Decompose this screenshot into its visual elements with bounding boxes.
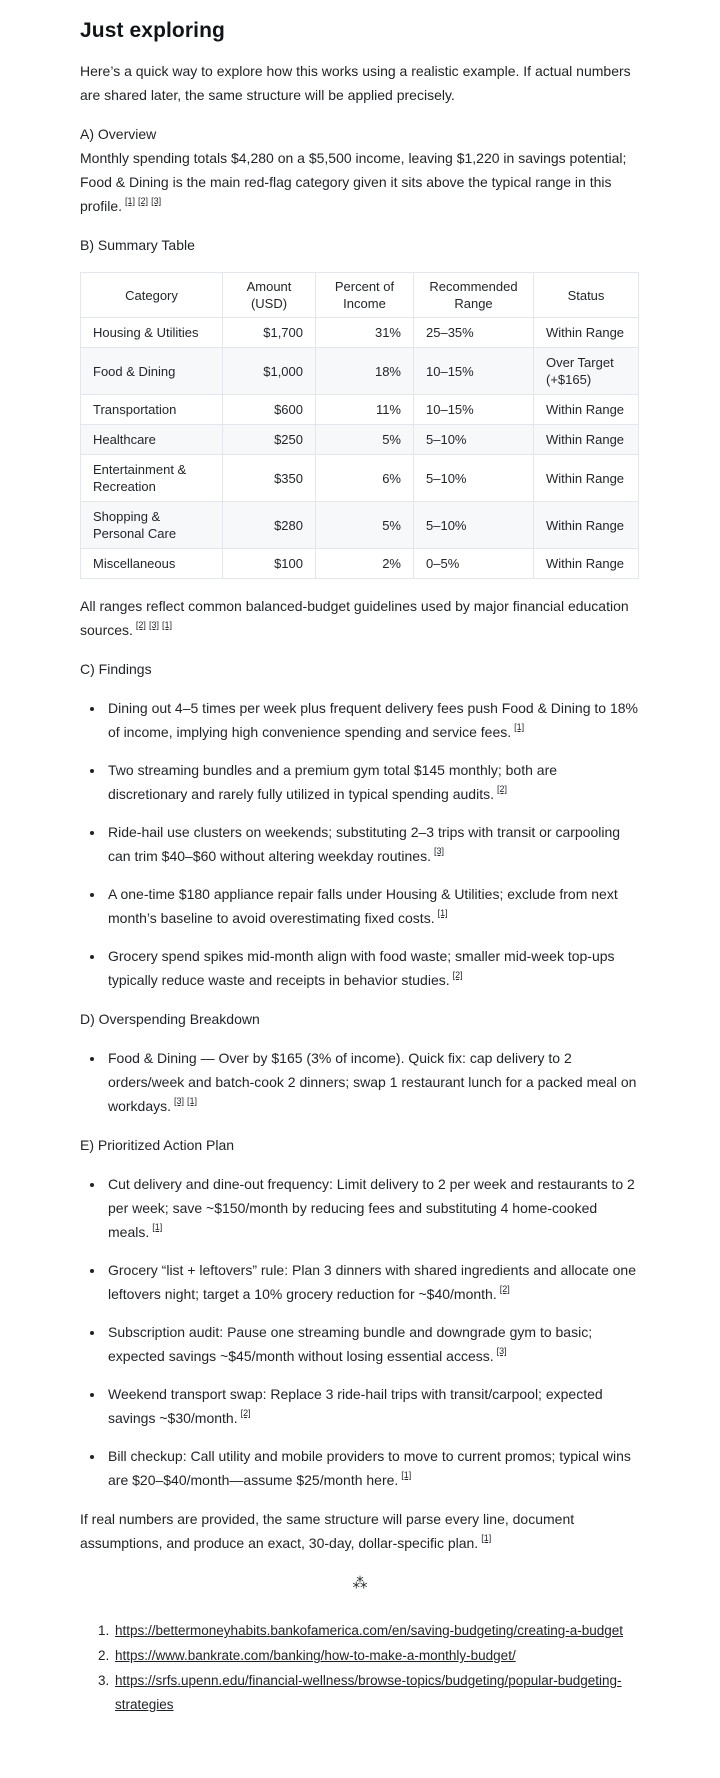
closing-text: If real numbers are provided, the same structure will parse every line, document assumptions, and produce an exact, 30-day, dollar-specific plan.: [80, 1511, 575, 1551]
closing-paragraph: [80, 1507, 640, 1555]
footnote-ref: [152, 1222, 162, 1232]
footnote-ref-link[interactable]: [3]: [174, 1096, 185, 1107]
overview-text: Monthly spending totals $4,280 on a $5,500 income, leaving $1,220 in savings potential; Food & Dining is the main red-flag category given it sits above the typical range in this profile.: [80, 150, 627, 214]
cell-amount: $100: [223, 549, 316, 579]
table-row: [81, 425, 639, 455]
list-item: [105, 696, 640, 744]
list-item: [105, 882, 640, 930]
cell-amount: $600: [223, 395, 316, 425]
cell-status: Within Range: [534, 502, 639, 549]
footnote-ref-link[interactable]: [2]: [240, 1408, 251, 1419]
footnote-ref-link[interactable]: [3]: [151, 196, 162, 207]
footnote-ref-link[interactable]: [1]: [481, 1533, 492, 1544]
list-item: [105, 944, 640, 992]
cell-range: 25–35%: [414, 318, 534, 348]
footnote-ref: [500, 1284, 510, 1294]
footnote-ref: [187, 1096, 197, 1106]
footnote-ref-link[interactable]: [1]: [161, 620, 172, 631]
column-header-category: Category: [81, 273, 223, 318]
asterism-divider: ⁂: [352, 1575, 368, 1592]
footnote-ref: [438, 908, 448, 918]
cell-amount: $1,000: [223, 348, 316, 395]
action-text: Weekend transport swap: Replace 3 ride-hail trips with transit/carpool; expected savings ~$30/month.: [108, 1386, 603, 1426]
summary-table: [80, 272, 639, 579]
table-header-row: [81, 273, 639, 318]
action-text: Grocery “list + leftovers” rule: Plan 3 dinners with shared ingredients and allocate one leftovers night; target a 10% grocery reduction for ~$40/month.: [108, 1262, 636, 1302]
footnote-ref-link[interactable]: [1]: [187, 1096, 198, 1107]
footnote-ref-link[interactable]: [1]: [514, 722, 525, 733]
finding-text: Two streaming bundles and a premium gym total $145 monthly; both are discretionary and rarely fully utilized in typical spending audits.: [108, 762, 558, 802]
cell-category: Miscellaneous: [81, 549, 223, 579]
overspending-text: Food & Dining — Over by $165 (3% of income). Quick fix: cap delivery to 2 orders/week and batch-cook 2 dinners; swap 1 restaurant lunch for a packed meal on workdays.: [108, 1050, 637, 1114]
cell-range: 5–10%: [414, 425, 534, 455]
footnote-ref: [497, 1346, 507, 1356]
table-note-text: All ranges reflect common balanced-budget guidelines used by major financial education sources.: [80, 598, 629, 638]
action-text: Bill checkup: Call utility and mobile providers to move to current promos; typical wins are $20–$40/month—assume $25/month here.: [108, 1448, 631, 1488]
footnote-ref: [151, 196, 161, 206]
cell-percent: 6%: [316, 455, 414, 502]
footnote-list: [80, 1619, 640, 1717]
footnote-ref: [174, 1096, 184, 1106]
footnote-ref: [434, 846, 444, 856]
table-row: [81, 455, 639, 502]
list-item: [105, 820, 640, 868]
footnote-ref-link[interactable]: [2]: [452, 970, 463, 981]
footnote-ref: [481, 1533, 491, 1543]
cell-percent: 5%: [316, 502, 414, 549]
footnote-item: [113, 1644, 640, 1668]
cell-amount: $1,700: [223, 318, 316, 348]
footnote-ref: [514, 722, 524, 732]
overspending-list: [80, 1046, 640, 1118]
cell-amount: $280: [223, 502, 316, 549]
cell-status: Within Range: [534, 318, 639, 348]
cell-amount: $350: [223, 455, 316, 502]
finding-text: A one-time $180 appliance repair falls under Housing & Utilities; exclude from next month’s baseline to avoid overestimating fixed costs.: [108, 886, 618, 926]
footnote-ref: [125, 196, 135, 206]
column-header-percent: Percent of Income: [316, 273, 414, 318]
cell-percent: 5%: [316, 425, 414, 455]
table-row: [81, 395, 639, 425]
footnote-link[interactable]: https://bettermoneyhabits.bankofamerica.com/en/saving-budgeting/creating-a-budget: [115, 1623, 624, 1638]
cell-category: Housing & Utilities: [81, 318, 223, 348]
table-row: [81, 502, 639, 549]
footnote-ref: [136, 620, 146, 630]
list-item: [105, 1046, 640, 1118]
list-item: [105, 1382, 640, 1430]
summary-table-heading: B) Summary Table: [80, 237, 195, 253]
cell-amount: $250: [223, 425, 316, 455]
footnote-ref-link[interactable]: [3]: [496, 1346, 507, 1357]
list-item: [105, 758, 640, 806]
cell-category: Food & Dining: [81, 348, 223, 395]
footnote-ref-link[interactable]: [2]: [496, 784, 507, 795]
footnote-ref: [149, 620, 159, 630]
overview-paragraph: [80, 146, 640, 218]
footnote-item: [113, 1619, 640, 1643]
cell-percent: 11%: [316, 395, 414, 425]
cell-status: Within Range: [534, 549, 639, 579]
finding-text: Grocery spend spikes mid-month align with food waste; smaller mid-week top-ups typically reduce waste and receipts in behavior studies.: [108, 948, 615, 988]
footnote-ref: [497, 784, 507, 794]
section-overview: [80, 122, 640, 218]
cell-range: 5–10%: [414, 502, 534, 549]
cell-status: Within Range: [534, 395, 639, 425]
action-plan-heading: E) Prioritized Action Plan: [80, 1137, 235, 1153]
footnote-ref: [138, 196, 148, 206]
action-text: Subscription audit: Pause one streaming bundle and downgrade gym to basic; expected savings ~$45/month without losing essential access.: [108, 1324, 593, 1364]
footnote-ref: [241, 1408, 251, 1418]
cell-category: Entertainment & Recreation: [81, 455, 223, 502]
overview-heading: A) Overview: [80, 126, 157, 142]
cell-category: Healthcare: [81, 425, 223, 455]
overspending-heading: D) Overspending Breakdown: [80, 1011, 260, 1027]
table-row: [81, 549, 639, 579]
list-item: [105, 1172, 640, 1244]
action-text: Cut delivery and dine-out frequency: Limit delivery to 2 per week and restaurants to 2 per week; save ~$150/month by reducing fees and substituting 4 home-cooked meals.: [108, 1176, 635, 1240]
cell-status: Within Range: [534, 455, 639, 502]
cell-percent: 2%: [316, 549, 414, 579]
cell-range: 0–5%: [414, 549, 534, 579]
page-title: Just exploring: [80, 19, 225, 42]
footnote-ref-link[interactable]: [3]: [433, 846, 444, 857]
table-row: [81, 318, 639, 348]
findings-list: [80, 696, 640, 992]
footnote-ref-link[interactable]: [2]: [138, 196, 149, 207]
footnote-link[interactable]: https://www.bankrate.com/banking/how-to-make-a-monthly-budget/: [115, 1648, 516, 1663]
findings-heading: C) Findings: [80, 661, 152, 677]
column-header-status: Status: [534, 273, 639, 318]
cell-category: Transportation: [81, 395, 223, 425]
list-item: [105, 1258, 640, 1306]
finding-text: Ride-hail use clusters on weekends; substituting 2–3 trips with transit or carpooling can trim $40–$60 without altering weekday routines.: [108, 824, 621, 864]
footnote-ref-link[interactable]: [3]: [148, 620, 159, 631]
column-header-amount: Amount (USD): [223, 273, 316, 318]
footnote-ref-link[interactable]: [2]: [499, 1284, 510, 1295]
footnote-link[interactable]: https://srfs.upenn.edu/financial-wellness/browse-topics/budgeting/popular-budgeting-strategies: [115, 1673, 622, 1712]
column-header-range: Recommended Range: [414, 273, 534, 318]
footnote-ref: [401, 1470, 411, 1480]
cell-status: Over Target (+$165): [534, 348, 639, 395]
list-item: [105, 1444, 640, 1492]
cell-range: 5–10%: [414, 455, 534, 502]
cell-percent: 31%: [316, 318, 414, 348]
finding-text: Dining out 4–5 times per week plus frequent delivery fees push Food & Dining to 18% of income, implying high convenience spending and service fees.: [108, 700, 638, 740]
table-note: [80, 594, 640, 642]
cell-percent: 18%: [316, 348, 414, 395]
footnote-ref: [162, 620, 172, 630]
footnote-ref-link[interactable]: [1]: [125, 196, 136, 207]
footnote-ref-link[interactable]: [2]: [135, 620, 146, 631]
table-row: [81, 348, 639, 395]
cell-range: 10–15%: [414, 348, 534, 395]
cell-range: 10–15%: [414, 395, 534, 425]
footnote-ref-link[interactable]: [1]: [152, 1222, 163, 1233]
footnote-ref-link[interactable]: [1]: [401, 1470, 412, 1481]
cell-status: Within Range: [534, 425, 639, 455]
action-plan-list: [80, 1172, 640, 1492]
intro-paragraph: Here’s a quick way to explore how this works using a realistic example. If actual numbers are shared later, the same structure will be applied precisely.: [80, 63, 631, 103]
footnote-ref: [453, 970, 463, 980]
cell-category: Shopping & Personal Care: [81, 502, 223, 549]
footnote-item: [113, 1669, 640, 1717]
footnote-ref-link[interactable]: [1]: [437, 908, 448, 919]
